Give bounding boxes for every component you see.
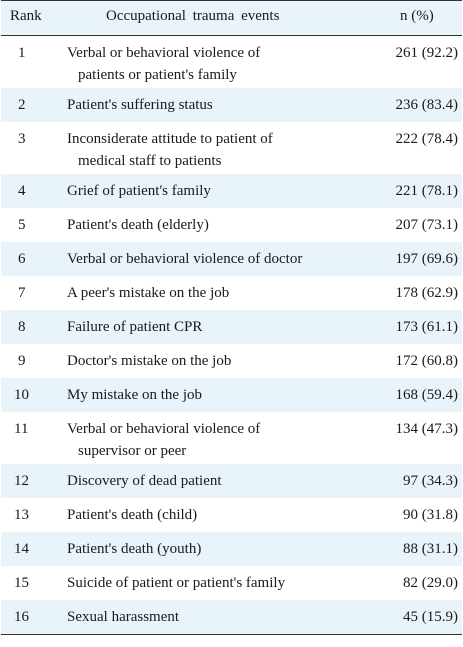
n-percent-cell: 45 (15.9) xyxy=(403,609,458,625)
event-cell xyxy=(67,606,367,628)
rank-cell: 16 xyxy=(14,609,29,625)
event-text: A peer's mistake on the job xyxy=(67,285,230,301)
rank-cell: 14 xyxy=(14,541,29,557)
n-percent-cell: 173 (61.1) xyxy=(395,319,458,335)
occupational-trauma-table xyxy=(1,0,462,635)
event-text: Doctor's mistake on the job xyxy=(67,353,232,369)
n-percent-cell: 197 (69.6) xyxy=(395,251,458,267)
event-text: Grief of patient's family xyxy=(67,183,211,199)
rank-cell: 10 xyxy=(14,387,29,403)
rank-cell: 12 xyxy=(14,473,29,489)
table-body xyxy=(1,36,462,635)
event-cell xyxy=(67,470,367,492)
rank-cell: 4 xyxy=(18,183,26,199)
rank-cell: 7 xyxy=(18,285,26,301)
table-row xyxy=(1,600,462,635)
header-event: Occupational trauma events xyxy=(106,8,280,24)
table-row xyxy=(1,344,462,378)
n-percent-cell: 178 (62.9) xyxy=(395,285,458,301)
event-text: Patient's death (youth) xyxy=(67,541,202,557)
rank-cell: 1 xyxy=(18,45,26,61)
table-row xyxy=(1,566,462,600)
event-cell xyxy=(67,282,367,304)
table-row xyxy=(1,242,462,276)
event-cell xyxy=(67,504,367,526)
rank-cell: 8 xyxy=(18,319,26,335)
event-text-continued: supervisor or peer xyxy=(78,443,187,459)
header-n-percent: n (%) xyxy=(400,8,434,24)
rank-cell: 6 xyxy=(18,251,26,267)
n-percent-cell: 88 (31.1) xyxy=(403,541,458,557)
event-text: Discovery of dead patient xyxy=(67,473,222,489)
rank-cell: 3 xyxy=(18,131,26,147)
table-row xyxy=(1,532,462,566)
table-row xyxy=(1,36,462,88)
n-percent-cell: 90 (31.8) xyxy=(403,507,458,523)
table-row xyxy=(1,310,462,344)
table-row xyxy=(1,174,462,208)
event-cell xyxy=(67,214,367,236)
event-text: Patient's death (elderly) xyxy=(67,217,209,233)
event-text-continued: patients or patient's family xyxy=(78,67,237,83)
rank-cell: 15 xyxy=(14,575,29,591)
rank-cell: 11 xyxy=(14,421,29,437)
table-row xyxy=(1,88,462,122)
n-percent-cell: 134 (47.3) xyxy=(395,421,458,437)
n-percent-cell: 207 (73.1) xyxy=(395,217,458,233)
header-rank: Rank xyxy=(10,8,42,24)
event-text: Suicide of patient or patient's family xyxy=(67,575,286,591)
event-text: Sexual harassment xyxy=(67,609,180,625)
event-cell xyxy=(67,418,367,462)
event-text: Verbal or behavioral violence of xyxy=(67,45,261,61)
event-cell xyxy=(67,42,367,86)
table-row xyxy=(1,464,462,498)
event-cell xyxy=(67,128,367,172)
rank-cell: 13 xyxy=(14,507,29,523)
event-cell xyxy=(67,94,367,116)
n-percent-cell: 172 (60.8) xyxy=(395,353,458,369)
event-cell xyxy=(67,350,367,372)
n-percent-cell: 97 (34.3) xyxy=(403,473,458,489)
table-row xyxy=(1,276,462,310)
event-cell xyxy=(67,248,367,270)
event-text: Failure of patient CPR xyxy=(67,319,203,335)
rank-cell: 2 xyxy=(18,97,26,113)
table-row xyxy=(1,122,462,174)
event-cell xyxy=(67,316,367,338)
n-percent-cell: 82 (29.0) xyxy=(403,575,458,591)
event-cell xyxy=(67,180,367,202)
event-text: Verbal or behavioral violence of xyxy=(67,421,261,437)
event-text: Patient's death (child) xyxy=(67,507,198,523)
event-text-continued: medical staff to patients xyxy=(78,153,222,169)
table-row xyxy=(1,412,462,464)
event-text: Inconsiderate attitude to patient of xyxy=(67,131,273,147)
table-header xyxy=(1,0,462,36)
table-row xyxy=(1,498,462,532)
event-cell xyxy=(67,538,367,560)
event-cell xyxy=(67,384,367,406)
rank-cell: 5 xyxy=(18,217,26,233)
n-percent-cell: 236 (83.4) xyxy=(395,97,458,113)
n-percent-cell: 222 (78.4) xyxy=(395,131,458,147)
n-percent-cell: 261 (92.2) xyxy=(395,45,458,61)
n-percent-cell: 221 (78.1) xyxy=(395,183,458,199)
event-cell xyxy=(67,572,367,594)
rank-cell: 9 xyxy=(18,353,26,369)
event-text: Patient's suffering status xyxy=(67,97,213,113)
table-row xyxy=(1,208,462,242)
event-text: Verbal or behavioral violence of doctor xyxy=(67,251,303,267)
table-row xyxy=(1,378,462,412)
n-percent-cell: 168 (59.4) xyxy=(395,387,458,403)
event-text: My mistake on the job xyxy=(67,387,202,403)
